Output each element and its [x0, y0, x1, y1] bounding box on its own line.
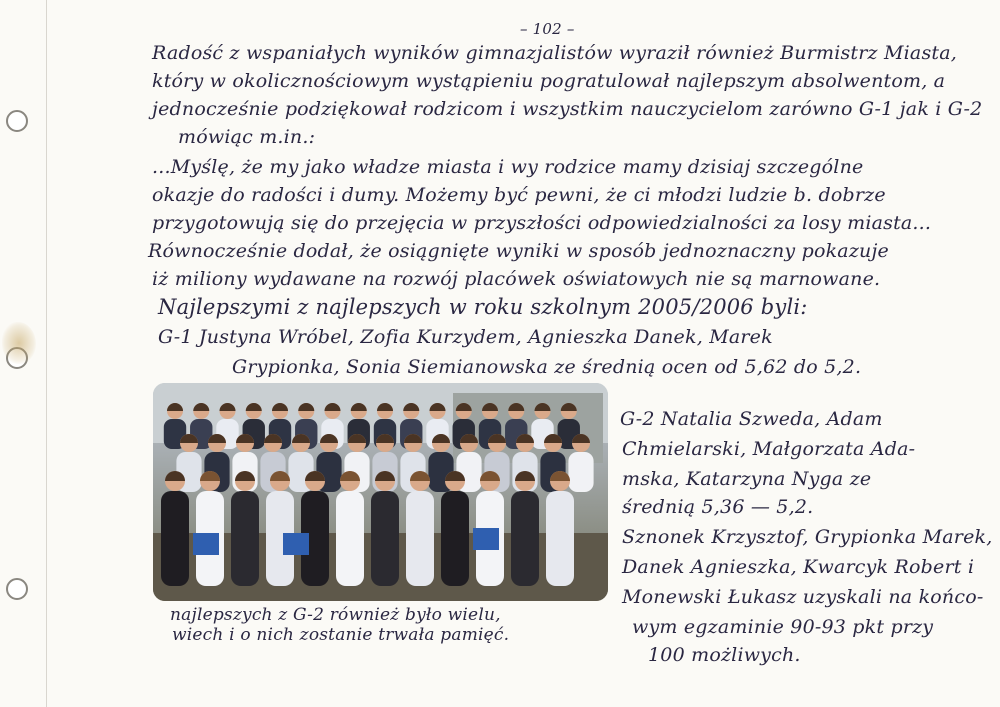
g1-line: Grypionka, Sonia Siemianowska ze średnią ocen od 5,62 do 5,2.: [232, 356, 862, 378]
exam-line: Monewski Łukasz uzyskali na końco-: [622, 586, 984, 608]
margin-line: [46, 0, 47, 707]
paragraph-line: okazje do radości i dumy. Możemy być pewni, że ci młodzi ludzie b. dobrze: [152, 184, 886, 206]
g2-line: średnią 5,36 — 5,2.: [622, 496, 814, 518]
photo-caption-line: wiech i o nich zostanie trwała pamięć.: [172, 625, 510, 645]
paragraph-line: Radość z wspaniałych wyników gimnazjalistów wyraził również Burmistrz Miasta,: [152, 42, 957, 64]
g2-line: mska, Katarzyna Nyga ze: [622, 468, 872, 490]
binder-hole: [6, 578, 28, 600]
paragraph-line: Równocześnie dodał, że osiągnięte wyniki w sposób jednoznaczny pokazuje: [148, 240, 890, 262]
stain-mark: [2, 322, 36, 364]
class-photo: [153, 383, 608, 601]
binder-hole: [6, 110, 28, 132]
exam-line: wym egzaminie 90-93 pkt przy: [632, 616, 934, 638]
class-photo-image: [153, 383, 608, 601]
best-students-heading: Najlepszymi z najlepszych w roku szkolnym 2005/2006 byli:: [158, 295, 808, 319]
exam-line: Danek Agnieszka, Kwarcyk Robert i: [622, 556, 975, 578]
g2-line: G-2 Natalia Szweda, Adam: [620, 408, 883, 430]
exam-line: Sznonek Krzysztof, Grypionka Marek,: [622, 526, 993, 548]
g2-line: Chmielarski, Małgorzata Ada-: [622, 438, 916, 460]
exam-line: 100 możliwych.: [648, 644, 801, 666]
paragraph-line: ...Myślę, że my jako władze miasta i wy rodzice mamy dzisiaj szczególne: [152, 156, 864, 178]
paragraph-line: przygotowują się do przejęcia w przyszłości odpowiedzialności za losy miasta...: [152, 212, 932, 234]
page-number: – 102 –: [520, 20, 575, 38]
g1-line: G-1 Justyna Wróbel, Zofia Kurzydem, Agnieszka Danek, Marek: [158, 326, 773, 348]
photo-caption-line: najlepszych z G-2 również było wielu,: [170, 605, 501, 625]
paragraph-line: jednocześnie podziękował rodzicom i wszystkim nauczycielom zarówno G-1 jak i G-2: [152, 98, 983, 120]
paragraph-line: iż miliony wydawane na rozwój placówek oświatowych nie są marnowane.: [152, 268, 881, 290]
paragraph-line: który w okolicznościowym wystąpieniu pogratulował najlepszym absolwentom, a: [152, 70, 946, 92]
paragraph-line: mówiąc m.in.:: [178, 126, 316, 148]
